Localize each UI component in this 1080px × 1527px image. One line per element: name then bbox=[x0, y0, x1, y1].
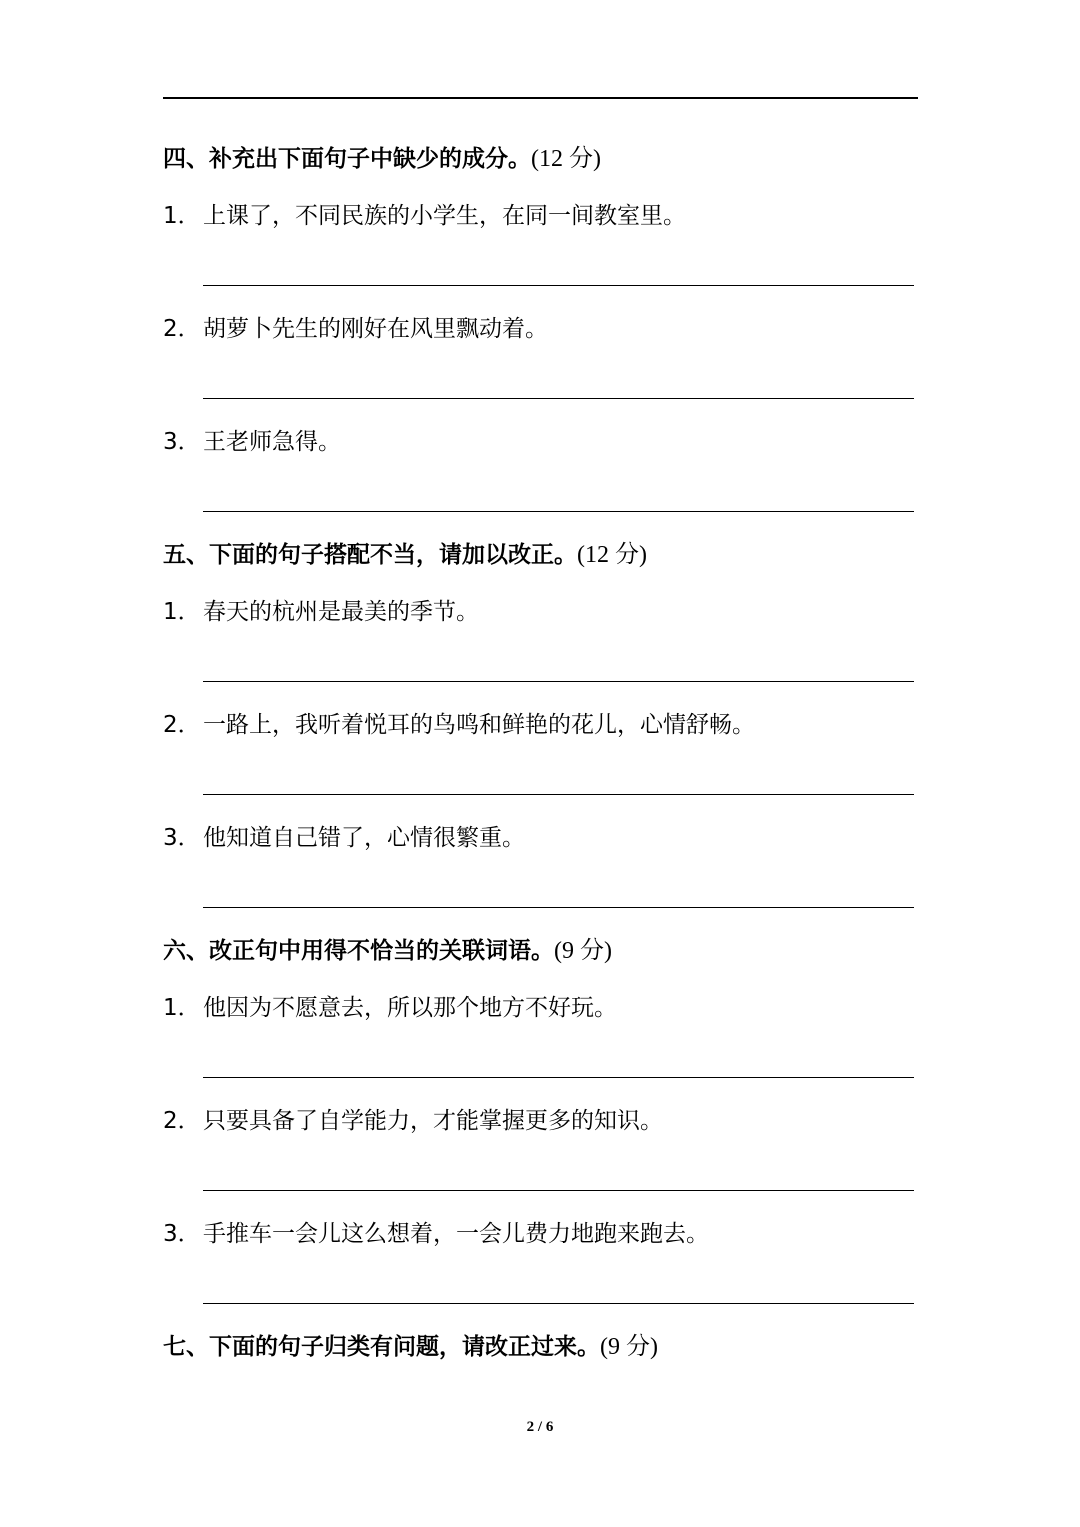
section-6-score: (9 分) bbox=[554, 938, 612, 964]
section-4-heading bbox=[163, 143, 601, 175]
section-4-answer-line-3[interactable] bbox=[203, 511, 914, 512]
section-6-question-3 bbox=[163, 1218, 709, 1250]
question-text: 一路上，我听着悦耳的鸟鸣和鲜艳的花儿，心情舒畅。 bbox=[203, 712, 755, 738]
section-5-question-3 bbox=[163, 822, 525, 854]
section-5-heading-text: 五、下面的句子搭配不当，请加以改正。 bbox=[163, 542, 577, 568]
question-text: 上课了，不同民族的小学生，在同一间教室里。 bbox=[203, 203, 686, 229]
question-number: 2． bbox=[163, 316, 201, 342]
section-4-question-1 bbox=[163, 200, 686, 232]
question-text: 他因为不愿意去，所以那个地方不好玩。 bbox=[203, 995, 617, 1021]
question-number: 3． bbox=[163, 429, 201, 455]
question-text: 王老师急得。 bbox=[203, 429, 341, 455]
section-4-score: (12 分) bbox=[531, 146, 601, 172]
section-5-score: (12 分) bbox=[577, 542, 647, 568]
question-text: 他知道自己错了，心情很繁重。 bbox=[203, 825, 525, 851]
question-text: 春天的杭州是最美的季节。 bbox=[203, 599, 479, 625]
section-4-heading-text: 四、补充出下面句子中缺少的成分。 bbox=[163, 146, 531, 172]
section-4-question-2 bbox=[163, 313, 548, 345]
question-number: 1． bbox=[163, 995, 201, 1021]
header-rule bbox=[163, 97, 918, 99]
question-text: 胡萝卜先生的刚好在风里飘动着。 bbox=[203, 316, 548, 342]
section-7-heading-text: 七、下面的句子归类有问题，请改正过来。 bbox=[163, 1334, 600, 1360]
section-7-score: (9 分) bbox=[600, 1334, 658, 1360]
section-5-question-2 bbox=[163, 709, 755, 741]
section-6-heading-text: 六、改正句中用得不恰当的关联词语。 bbox=[163, 938, 554, 964]
section-4-answer-line-2[interactable] bbox=[203, 398, 914, 399]
section-6-question-2 bbox=[163, 1105, 663, 1137]
section-5-heading bbox=[163, 539, 647, 571]
section-6-heading bbox=[163, 935, 612, 967]
section-5-answer-line-2[interactable] bbox=[203, 794, 914, 795]
question-text: 手推车一会儿这么想着，一会儿费力地跑来跑去。 bbox=[203, 1221, 709, 1247]
section-7-heading bbox=[163, 1331, 658, 1363]
page-number: 2 / 6 bbox=[526, 1419, 554, 1435]
question-number: 2． bbox=[163, 1108, 201, 1134]
question-number: 1． bbox=[163, 599, 201, 625]
section-4-answer-line-1[interactable] bbox=[203, 285, 914, 286]
question-text: 只要具备了自学能力，才能掌握更多的知识。 bbox=[203, 1108, 663, 1134]
question-number: 2． bbox=[163, 712, 201, 738]
section-5-answer-line-3[interactable] bbox=[203, 907, 914, 908]
question-number: 3． bbox=[163, 825, 201, 851]
section-5-question-1 bbox=[163, 596, 479, 628]
question-number: 1． bbox=[163, 203, 201, 229]
section-6-question-1 bbox=[163, 992, 617, 1024]
question-number: 3． bbox=[163, 1221, 201, 1247]
section-6-answer-line-2[interactable] bbox=[203, 1190, 914, 1191]
section-6-answer-line-3[interactable] bbox=[203, 1303, 914, 1304]
section-5-answer-line-1[interactable] bbox=[203, 681, 914, 682]
section-4-question-3 bbox=[163, 426, 341, 458]
section-6-answer-line-1[interactable] bbox=[203, 1077, 914, 1078]
